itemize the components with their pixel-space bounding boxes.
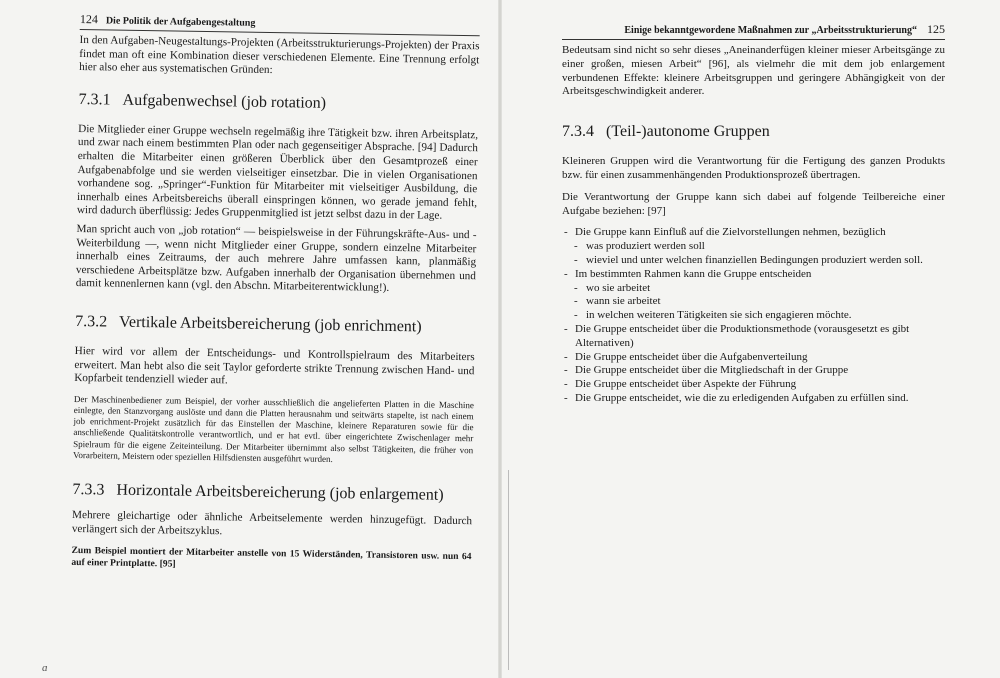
list-subitem: - wann sie arbeitet [562, 295, 945, 309]
autonomous-groups-paragraph-1: Kleineren Gruppen wird die Verantwortung für die Fertigung des ganzen Produkts bzw. für einen zusammenhängenden Produktionsprozeß übertragen. [562, 155, 945, 181]
heading-7-3-4 [562, 123, 945, 141]
heading-7-3-3-number: 7.3.3 [72, 480, 105, 499]
job-enlargement-example: Zum Beispiel montiert der Mitarbeiter anstelle von 15 Widerständen, Transistoren usw. nun 64 auf einer Printplatte. [95] [71, 545, 472, 570]
list-item: - Die Gruppe entscheidet über Aspekte der Führung [562, 378, 945, 392]
list-subitem: - in welchen weiteren Tätigkeiten sie sich engagieren möchte. [562, 309, 945, 323]
left-page-number: 124 [79, 12, 98, 27]
list-subitem: - wieviel und unter welchen finanziellen Bedingungen produziert werden soll. [562, 254, 945, 268]
job-enrichment-example: Der Maschinenbediener zum Beispiel, der vorher ausschließlich die angelieferten Platten in die Maschine einlegte, den Stanzvorgang auslöste und dann die Platten herausnahm und seitwärts stapelte, ist nach einem job enrichment-Projekt zusätzlich für das Einstellen der Maschine, kleinere Reparaturen sowie für die anschließende Qualitätskontrolle verantwortlich, und er hat evtl. über eingerichtete Zwischenlager mehr Spielraum für die eigene Zeiteinteilung. Der Mitarbeiter übernimmt also selbst Tätigkeiten, die früher von Vorarbeitern, Meistern oder speziellen Hilfsdiensten ausgeführt wurden. [72, 393, 474, 464]
list-item: - Die Gruppe entscheidet über die Mitgliedschaft in der Gruppe [562, 364, 945, 378]
heading-7-3-1-number: 7.3.1 [78, 90, 111, 109]
right-intro-paragraph: Bedeutsam sind nicht so sehr dieses „Aneinanderfügen kleiner mieser Arbeitsgänge zu einer großen, miesen Arbeit“ [96], als vielmehr die mit dem job enlargement verbundenen Effekte: kleinere Arbeitsgruppen und geringere Abhängigkeit von der Arbeitsgeschwindigkeit anderer. [562, 44, 945, 98]
heading-7-3-4-title: (Teil-)autonome Gruppen [606, 123, 770, 141]
left-running-head [80, 12, 480, 36]
heading-7-3-2-number: 7.3.2 [75, 312, 108, 331]
job-enlargement-paragraph: Mehrere gleichartige oder ähnliche Arbeitselemente werden hinzugefügt. Dadurch verlängert sich der Arbeitszyklus. [71, 508, 473, 537]
right-page-content [562, 22, 945, 406]
right-running-head [562, 22, 945, 40]
list-item: - Die Gruppe kann Einfluß auf die Zielvorstellungen nehmen, bezüglich [562, 226, 945, 240]
heading-7-3-2-title: Vertikale Arbeitsbereicherung (job enrichment) [119, 313, 422, 336]
right-page-number: 125 [927, 22, 945, 36]
right-running-title: Einige bekanntgewordene Maßnahmen zur „Arbeitsstrukturierung“ [624, 25, 917, 36]
list-item: - Die Gruppe entscheidet über die Aufgabenverteilung [562, 351, 945, 365]
left-page-content [71, 12, 480, 575]
heading-7-3-1 [78, 91, 478, 115]
list-item: - Die Gruppe entscheidet über die Produktionsmethode (vorausgesetzt es gibt Alternativen) [562, 323, 945, 351]
heading-7-3-4-number: 7.3.4 [562, 123, 594, 141]
autonomous-groups-paragraph-2: Die Verantwortung der Gruppe kann sich dabei auf folgende Teilbereiche einer Aufgabe beziehen: [97] [562, 190, 945, 217]
responsibility-list [562, 226, 945, 405]
job-rotation-paragraph-2: Man spricht auch von „job rotation“ — beispielsweise in der Führungskräfte-Aus- und -Weiterbildung —, wenn nicht Mitglieder einer Gruppe, sondern einzelne Mitarbeiter innerhalb eines Zeitraums, der auch mehrere Jahre umfassen kann, planmäßig verschiedene Arbeitsplätze bzw. Aufgaben innerhalb der Organisation übernehmen und damit kennenlernen kann (vgl. den Abschn. Mitarbeiterentwicklung!). [75, 222, 477, 295]
left-intro-paragraph: In den Aufgaben-Neugestaltungs-Projekten (Arbeitsstrukturierungs-Projekten) der Praxis findet man oft eine Kombination dieser verschiedenen Elemente. Eine Trennung erfolgt hier also eher aus systematischen Gründen: [79, 33, 480, 77]
gutter-shadow-line [508, 470, 509, 670]
list-subitem: - was produziert werden soll [562, 240, 945, 254]
left-running-title: Die Politik der Aufgabengestaltung [105, 15, 256, 29]
list-item: - Im bestimmten Rahmen kann die Gruppe entscheiden [562, 268, 945, 282]
margin-pencil-mark: ɑ [42, 662, 48, 674]
right-page [500, 0, 1000, 678]
job-enrichment-paragraph: Hier wird vor allem der Entscheidungs- und Kontrollspielraum des Mitarbeiters erweitert. Man hebt also die seit Taylor geforderte strikte Trennung zwischen Hand- und Kopfarbeit tendenziell wieder auf. [74, 344, 475, 387]
heading-7-3-1-title: Aufgabenwechsel (job rotation) [122, 91, 327, 112]
list-subitem: - wo sie arbeitet [562, 282, 945, 296]
list-item: - Die Gruppe entscheidet, wie die zu erledigenden Aufgaben zu erfüllen sind. [562, 392, 945, 406]
heading-7-3-3 [72, 481, 472, 505]
job-rotation-paragraph-1: Die Mitglieder einer Gruppe wechseln regelmäßig ihre Tätigkeit bzw. ihren Arbeitsplatz, und zwar nach einem bestimmten Plan oder nach gegenseitiger Absprache. [94] Dadurch erhalten die Mitarbeiter einen größeren Überblick über den Gesamtprozeß einer Aufgabenabfolge und sie werden vielseitiger einsetzbar. Die in vielen Organisationen vorhandene sog. „Springer“-Funktion für Mitarbeiter mit vielseitiger Ausbildung, die innerhalb eines Arbeitsbereichs überall einspringen können, wo gerade jemand fehlt, wird dadurch überflüssig: Jedes Gruppenmitglied ist jetzt selbst dazu in der Lage. [76, 122, 479, 223]
heading-7-3-2 [75, 313, 475, 337]
heading-7-3-3-title: Horizontale Arbeitsbereicherung (job enlargement) [116, 481, 444, 504]
